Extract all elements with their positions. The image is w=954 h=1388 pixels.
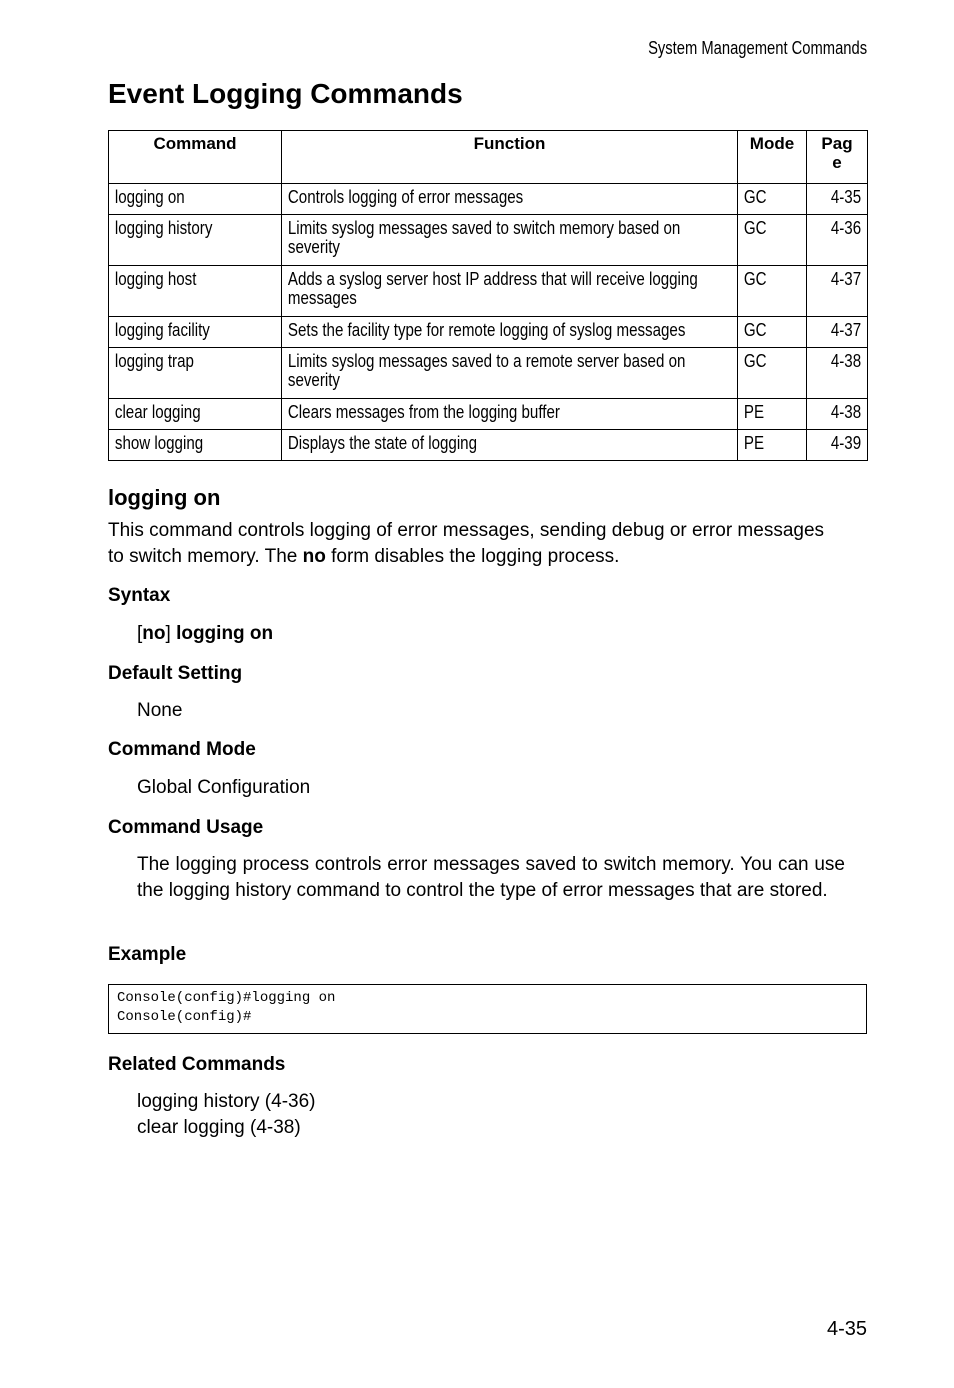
row-mode: GC <box>743 218 767 238</box>
syntax-close-bracket: ] <box>165 623 177 644</box>
table-row <box>109 215 868 266</box>
row-function: Controls logging of error messages <box>287 187 524 207</box>
row-command: logging on <box>114 187 185 207</box>
row-command: logging trap <box>114 351 194 371</box>
row-mode: GC <box>743 320 767 340</box>
section-title: logging on <box>108 485 221 510</box>
row-function: Adds a syslog server host IP address that will receive logging messages <box>287 269 698 308</box>
row-mode: GC <box>743 187 767 207</box>
table-row <box>109 266 868 317</box>
page-number: 4-35 <box>826 1318 867 1340</box>
row-command: logging host <box>114 269 197 289</box>
row-function: Limits syslog messages saved to switch memory based on severity <box>287 218 681 257</box>
code-line: Console(config)# <box>117 1009 252 1025</box>
row-function: Limits syslog messages saved to a remote server based on severity <box>287 351 686 390</box>
col-header-page: Pag e <box>807 131 868 184</box>
intro-text-start: This command controls logging of error messages, sending debug or error messages to switch memory. The <box>108 520 825 567</box>
command-mode-heading: Command Mode <box>108 739 256 760</box>
row-page: 4-39 <box>830 433 862 453</box>
col-header-mode: Mode <box>738 131 807 184</box>
row-function: Displays the state of logging <box>287 433 477 453</box>
table-row <box>109 348 868 399</box>
intro-no-keyword: no <box>302 546 326 567</box>
row-page: 4-36 <box>830 218 862 238</box>
table-row <box>109 430 868 461</box>
syntax-line <box>137 621 273 647</box>
row-command: logging facility <box>114 320 210 340</box>
command-usage-text: The logging process controls error messages saved to switch memory. You can use the logging history command to control the type of error messages that are stored. <box>137 854 845 901</box>
row-page: 4-37 <box>830 320 862 340</box>
command-table <box>108 130 868 461</box>
intro-paragraph <box>108 518 828 570</box>
row-function: Clears messages from the logging buffer <box>287 402 560 422</box>
row-mode: GC <box>743 351 767 371</box>
table-row <box>109 399 868 430</box>
intro-text-end: form disables the logging process. <box>325 546 620 567</box>
command-usage-heading: Command Usage <box>108 817 264 838</box>
code-line: Console(config)#logging on <box>117 990 336 1006</box>
row-page: 4-35 <box>830 187 862 207</box>
page-title: Event Logging Commands <box>108 78 463 109</box>
row-page: 4-38 <box>830 351 862 371</box>
syntax-command: logging on <box>176 623 274 644</box>
row-command: show logging <box>114 433 204 453</box>
example-heading: Example <box>108 944 187 965</box>
row-command: logging history <box>114 218 213 238</box>
example-code-block <box>108 984 867 1034</box>
table-header-row <box>109 131 868 184</box>
syntax-no-keyword: no <box>142 623 166 644</box>
row-page: 4-37 <box>830 269 862 289</box>
table-row <box>109 184 868 215</box>
table-row <box>109 317 868 348</box>
related-command-item: logging history (4-36) <box>137 1091 316 1112</box>
col-header-function: Function <box>282 131 738 184</box>
syntax-open-bracket: [ <box>137 623 143 644</box>
running-head: System Management Commands <box>647 38 867 58</box>
row-mode: PE <box>743 402 765 422</box>
command-mode-value: Global Configuration <box>137 777 311 798</box>
default-setting-heading: Default Setting <box>108 663 243 684</box>
related-command-item: clear logging (4-38) <box>137 1117 301 1138</box>
row-page: 4-38 <box>830 402 862 422</box>
default-setting-value: None <box>137 700 183 721</box>
row-mode: PE <box>743 433 765 453</box>
col-header-command: Command <box>109 131 282 184</box>
syntax-heading: Syntax <box>108 585 171 606</box>
related-commands-list <box>137 1089 315 1141</box>
row-mode: GC <box>743 269 767 289</box>
related-commands-heading: Related Commands <box>108 1054 286 1075</box>
row-command: clear logging <box>114 402 201 422</box>
row-function: Sets the facility type for remote logging of syslog messages <box>287 320 686 340</box>
